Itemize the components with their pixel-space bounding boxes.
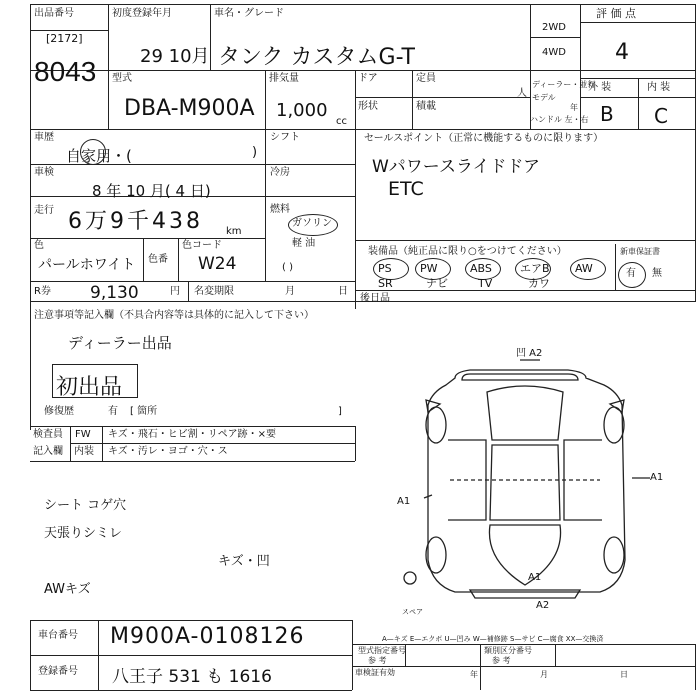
recycle-unit: 円 xyxy=(170,286,180,297)
inspection-value: 8 年 10 月( 4 日) xyxy=(92,182,211,200)
mileage-value: 6万9千438 xyxy=(68,209,203,234)
int-label: 内 装 xyxy=(647,82,671,93)
model-value: DBA-M900A xyxy=(124,96,255,121)
name-change-day: 日 xyxy=(338,286,348,297)
warranty-yes: 有 xyxy=(626,268,636,279)
equipment-item: TV xyxy=(478,277,493,290)
repair-value: 有 xyxy=(108,406,118,417)
load-label: 積載 xyxy=(416,101,436,112)
inspector-label1: 検査員 xyxy=(33,429,63,440)
history-label: 車歴 xyxy=(34,132,54,143)
ref-2: 参 考 xyxy=(492,656,511,665)
equipment-item: AW xyxy=(575,262,593,275)
diagram-mark: A2 xyxy=(536,600,550,611)
diagram-mark: A1 xyxy=(528,572,542,583)
capacity-label: 定員 xyxy=(416,73,436,84)
reg-value: 八王子 531 も 1616 xyxy=(112,667,272,687)
remark-line1: シート コゲ穴 xyxy=(44,498,127,513)
lot-no-value: 8043 xyxy=(34,56,97,87)
handle-label: ハンドル 左・右 xyxy=(530,115,589,124)
inspection-label: 車検 xyxy=(34,167,54,178)
equipment-item: SR xyxy=(378,277,393,290)
drive-2wd: 2WD xyxy=(542,22,566,33)
type-cert-label: 型式指定番号 xyxy=(358,646,406,655)
shape-label: 形状 xyxy=(358,101,378,112)
chassis-label: 車台番号 xyxy=(38,630,78,641)
equipment-item: ABS xyxy=(470,262,492,275)
remark-line4: AWキズ xyxy=(44,582,91,597)
class-label: 類別区分番号 xyxy=(484,646,532,655)
repair-suffix: [ 箇所 xyxy=(130,406,158,417)
mileage-unit: km xyxy=(226,226,242,237)
diagram-mark: 凹 A2 xyxy=(516,348,543,359)
inspector-label2: 記入欄 xyxy=(33,446,63,457)
capacity-unit: 人 xyxy=(517,88,527,99)
door-label: ドア xyxy=(358,73,378,84)
first-reg-label: 初度登録年月 xyxy=(112,8,172,19)
car-name-label: 車名・グレード xyxy=(214,8,284,19)
notes-label: 注意事項等記入欄（不具合内容等は具体的に記入して下さい） xyxy=(34,310,314,321)
color-value: パールホワイト xyxy=(38,257,136,273)
warranty-label: 新車保証書 xyxy=(620,247,660,256)
displacement-unit: cc xyxy=(336,116,347,127)
equipment-label: 装備品（純正品に限り○をつけてください） xyxy=(368,246,567,257)
color-label: 色 xyxy=(34,240,44,251)
displacement-value: 1,000 xyxy=(276,100,328,121)
fuel-paren: ( ) xyxy=(282,262,293,273)
recycle-label: R券 xyxy=(34,286,51,297)
ref-1: 参 考 xyxy=(368,656,387,665)
post-fit-label: 後日品 xyxy=(360,293,390,304)
notes-line2: 初出品 xyxy=(56,375,123,400)
ext-label: 外 装 xyxy=(588,82,612,93)
diagram-mark: A1 xyxy=(650,472,664,483)
equipment-item: ナビ xyxy=(426,277,448,290)
repair-close: ] xyxy=(338,406,342,417)
footer-day: 日 xyxy=(620,670,628,679)
equipment-item: PW xyxy=(420,262,438,275)
fuel-diesel: 軽 油 xyxy=(292,238,316,249)
color-code-label: 色コード xyxy=(182,240,222,251)
lot-no-label: 出品番号 xyxy=(34,8,74,19)
selling-point-2: ETC xyxy=(388,178,424,200)
equipment-item: カワ xyxy=(528,277,550,290)
first-reg-value: 29 10月 xyxy=(140,46,210,67)
diagram-mark: A1 xyxy=(397,496,411,507)
reg-label: 登録番号 xyxy=(38,666,78,677)
fuel-label: 燃料 xyxy=(270,204,290,215)
score-value: 4 xyxy=(615,40,629,65)
footer-month: 月 xyxy=(540,670,548,679)
inspector-row1-tag: FW xyxy=(75,429,91,440)
warranty-no: 無 xyxy=(652,268,662,279)
shift-label: シフト xyxy=(270,132,300,143)
history-value: 自家用・( xyxy=(66,147,132,165)
selling-point-1: Wパワースライドドア xyxy=(372,157,540,177)
name-change-label: 名変期限 xyxy=(194,286,234,297)
fuel-gasoline: ガソリン xyxy=(292,218,332,229)
model-year-unit: 年 xyxy=(570,103,578,112)
dealer-label: ディーラー・並行 xyxy=(532,80,596,89)
int-value: C xyxy=(654,104,668,128)
aircon-label: 冷房 xyxy=(270,167,290,178)
diagram-mark: スペア xyxy=(402,608,423,616)
displacement-label: 排気量 xyxy=(269,73,299,84)
lot-sub: [2172] xyxy=(46,32,83,45)
notes-line1: ディーラー出品 xyxy=(68,334,172,352)
car-name-value: タンク カスタムG-T xyxy=(218,45,415,70)
diagram-legend: A—キズ E—エクボ U—凹み W—補修跡 S—サビ C—腐食 XX—交換済 xyxy=(382,635,604,643)
name-change-month: 月 xyxy=(285,286,295,297)
model-label: 型式 xyxy=(112,73,132,84)
history-paren: ) xyxy=(252,145,258,160)
model-year-label: モデル xyxy=(532,93,556,102)
inspector-row2-tag: 内装 xyxy=(74,446,94,457)
ext-value: B xyxy=(600,102,614,126)
recycle-value: 9,130 xyxy=(90,283,139,303)
remark-line3: キズ・凹 xyxy=(218,554,270,569)
repair-label: 修復歴 xyxy=(44,406,74,417)
inspector-row2-text: キズ・汚レ・ヨゴ・穴・ス xyxy=(108,446,228,457)
equipment-item: エアB xyxy=(520,262,550,275)
color-code-value: W24 xyxy=(198,254,237,274)
chassis-value: M900A-0108126 xyxy=(110,624,305,649)
mileage-label: 走行 xyxy=(34,205,54,216)
vehicle-expiry-label: 車検証有効 xyxy=(355,668,395,677)
color-number-label: 色番 xyxy=(148,254,168,265)
footer-year: 年 xyxy=(470,670,478,679)
remark-line2: 天張りシミレ xyxy=(44,526,123,541)
selling-points-label: セールスポイント（正常に機能するものに限ります） xyxy=(364,133,604,144)
equipment-item: PS xyxy=(378,262,392,275)
drive-4wd: 4WD xyxy=(542,47,566,58)
score-label: 評 価 点 xyxy=(596,7,636,20)
inspector-row1-text: キズ・飛石・ヒビ割・リペア跡・×要 xyxy=(108,429,276,440)
